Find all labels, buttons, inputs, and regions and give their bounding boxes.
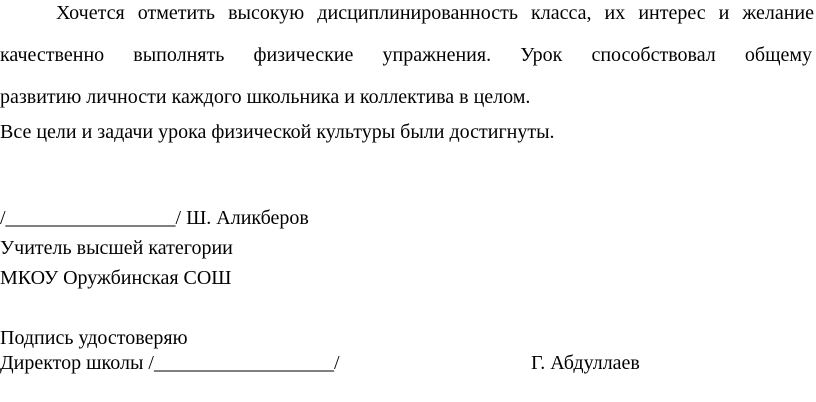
paragraph-line-2: качественно выполнять физические упражнения. Урок способствовал общему bbox=[0, 44, 812, 66]
director-name: Г. Абдуллаев bbox=[531, 352, 640, 374]
school-name: МКОУ Оружбинская СОШ bbox=[0, 267, 232, 289]
director-signature-line: Директор школы /__________________/ bbox=[0, 352, 340, 374]
paragraph-line-3: развитию личности каждого школьника и коллектива в целом. bbox=[0, 86, 531, 108]
paragraph-line-4: Все цели и задачи урока физической культуры были достигнуты. bbox=[0, 121, 555, 143]
certify-label: Подпись удостоверяю bbox=[0, 327, 188, 349]
teacher-signature-line: /_________________/ Ш. Аликберов bbox=[0, 207, 309, 229]
teacher-title: Учитель высшей категории bbox=[0, 237, 233, 259]
paragraph-line-1: Хочется отметить высокую дисциплинированность класса, их интерес и желание bbox=[56, 2, 814, 24]
